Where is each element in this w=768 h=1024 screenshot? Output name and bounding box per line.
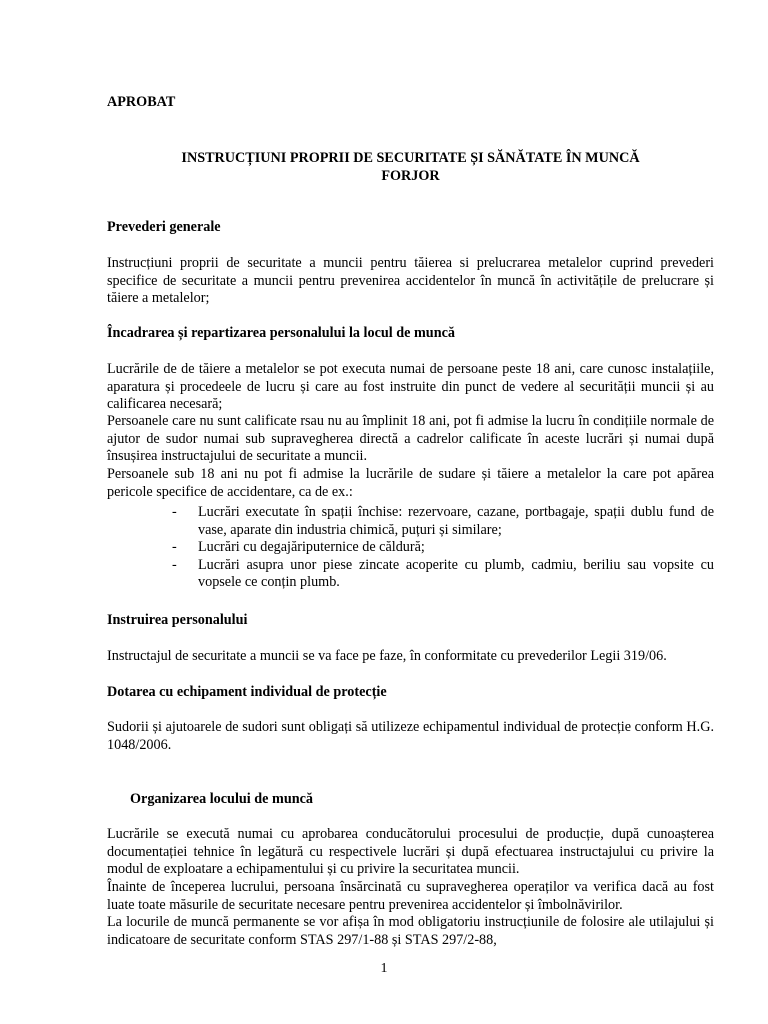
list-dash: -: [172, 556, 177, 573]
hazard-list: [172, 504, 714, 592]
approved-label: APROBAT: [107, 94, 176, 110]
document-title: [107, 150, 714, 185]
heading-equipment: Dotarea cu echipament individual de protecție: [107, 684, 387, 700]
list-item-text: Lucrări cu degajăriputernice de căldură;: [198, 539, 425, 556]
paragraph-workplace-2: Înainte de începerea lucrului, persoana însărcinată cu supravegherea operaților va verifica dacă au fost luate toate măsurile de securitate necesare pentru prevenirea accidentelor și îmbolnăvirilor.: [107, 879, 714, 913]
heading-general-provisions: Prevederi generale: [107, 219, 221, 235]
title-line-1: INSTRUCȚIUNI PROPRII DE SECURITATE ȘI SĂNĂTATE ÎN MUNCĂ: [181, 150, 640, 166]
heading-staffing: Încadrarea și repartizarea personalului la locul de muncă: [107, 325, 455, 341]
paragraph-staffing-3: Persoanele sub 18 ani nu pot fi admise la lucrările de sudare și tăiere a metalelor la care pot apărea pericole specifice de accidentare, ca de ex.:: [107, 466, 714, 500]
paragraph-training: Instructajul de securitate a muncii se va face pe faze, în conformitate cu prevederilor Legii 319/06.: [107, 648, 667, 664]
list-dash: -: [172, 539, 177, 556]
page-number: 1: [380, 961, 388, 976]
paragraph-workplace-3: La locurile de muncă permanente se vor afișa în mod obligatoriu instrucțiunile de folosire ale utilajului și indicatoare de securitate conform STAS 297/1-88 și STAS 297/2-88,: [107, 914, 714, 948]
heading-workplace: Organizarea locului de muncă: [130, 791, 313, 807]
list-item: [172, 504, 714, 539]
list-item-text: Lucrări asupra unor piese zincate acoperite cu plumb, cadmiu, beriliu sau vopsite cu vopsele ce conțin plumb.: [198, 556, 714, 591]
paragraph-workplace-1: Lucrările se execută numai cu aprobarea conducătorului procesului de producție, după cunoașterea documentației tehnice în legătură cu respectivele lucrări și după efectuarea instructajului cu privire la modul de exploatare a echipamentului și cu privire la securitatea muncii.: [107, 826, 714, 878]
paragraph-general-provisions: Instrucțiuni proprii de securitate a muncii pentru tăierea si prelucrarea metalelor cuprind prevederi specifice de securitate a muncii pentru prevenirea accidentelor în muncă în activitățile de prelucrare și tăiere a metalelor;: [107, 255, 714, 307]
paragraph-staffing-1: Lucrările de de tăiere a metalelor se pot executa numai de persoane peste 18 ani, care cunosc instalațiile, aparatura și procedeele de lucru și care au fost instruite din punct de vedere al securității muncii și au calificarea necesară;: [107, 361, 714, 413]
paragraph-staffing-2: Persoanele care nu sunt calificate rsau nu au împlinit 18 ani, pot fi admise la lucru în condițiile normale de ajutor de sudor numai sub supravegherea directă a cadrelor calificate în aceste lucrări și numai după însușirea instructajului de securitate a muncii.: [107, 413, 714, 465]
paragraph-equipment: Sudorii și ajutoarele de sudori sunt obligați să utilizeze echipamentul individual de protecție conform H.G. 1048/2006.: [107, 719, 714, 753]
heading-training: Instruirea personalului: [107, 612, 248, 628]
list-item: [172, 557, 714, 592]
list-item: [172, 539, 714, 557]
list-item-text: Lucrări executate în spații închise: rezervoare, cazane, portbagaje, spații dublu fund de vase, aparate din industria chimică, puțuri și similare;: [198, 504, 714, 538]
list-dash: -: [172, 504, 177, 520]
title-line-2: FORJOR: [381, 167, 440, 184]
